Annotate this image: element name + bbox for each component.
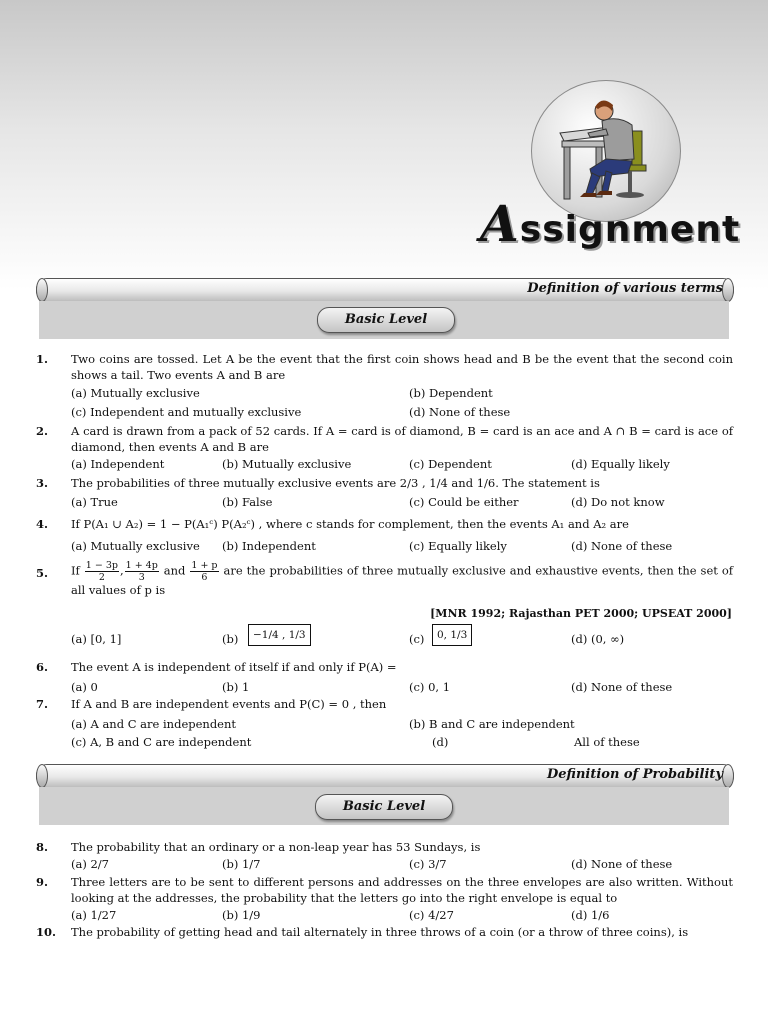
option: (c) 4/27 xyxy=(409,908,454,922)
question-stem: The probabilities of three mutually exclusive events are 2/3 , 1/4 and 1/6. The statement is xyxy=(71,476,600,490)
option: (b) B and C are independent xyxy=(409,717,575,731)
question-stem: If P(A₁ ∪ A₂) = 1 − P(A₁ᶜ) P(A₂ᶜ) , where c stands for complement, then the events A₁ and A₂ are xyxy=(71,517,629,531)
option: (b) Independent xyxy=(222,539,316,553)
text: 2. xyxy=(36,424,49,438)
page-title xyxy=(480,194,740,253)
option-label: (c) xyxy=(409,632,425,646)
question-stem: The event A is independent of itself if and only if P(A) = xyxy=(71,660,397,674)
option: (d) (0, ∞) xyxy=(571,632,625,646)
question-stem: If $\frac{1 - 3p}{2}$ , $\frac{1 + 4p}{3}$ and $\frac{1 + p}{6}$ are the probabilities of three mutually exclusive and exhaustive events, then the set of all values of p is xyxy=(71,560,734,597)
option: (b) Mutually exclusive xyxy=(222,457,352,471)
title-initial: A xyxy=(480,194,520,253)
option: (d) 1/6 xyxy=(571,908,610,922)
text: 3 xyxy=(138,572,145,583)
section-header-scroll xyxy=(36,278,734,302)
option: (b) False xyxy=(222,495,273,509)
option: (a) 0 xyxy=(71,680,98,694)
option: (d) None of these xyxy=(409,405,511,419)
option: (a) [0, 1] xyxy=(71,632,122,646)
text: 8. xyxy=(36,840,49,854)
text: 4. xyxy=(36,517,49,531)
option: (c) 3/7 xyxy=(409,857,447,871)
option: All of these xyxy=(574,735,640,749)
text: 1 + p xyxy=(191,560,218,571)
text: 1. xyxy=(36,352,49,366)
question-stem: The probability that an ordinary or a non-leap year has 53 Sundays, is xyxy=(71,840,481,854)
option: (a) Independent xyxy=(71,457,165,471)
option: (d) None of these xyxy=(571,680,673,694)
option: (c) Dependent xyxy=(409,457,492,471)
option: (b) 1/9 xyxy=(222,908,261,922)
fraction xyxy=(85,560,119,583)
interval-option: −1/4 , 1/3 xyxy=(248,624,311,646)
text: 10. xyxy=(36,925,57,939)
text: 1 − 3p xyxy=(85,560,118,571)
section-title: Definition of various terms xyxy=(527,281,723,296)
option: (d) None of these xyxy=(571,539,673,553)
option: (a) 1/27 xyxy=(71,908,117,922)
text: 3. xyxy=(36,476,49,490)
option: (c) 0, 1 xyxy=(409,680,451,694)
option: (b) 1 xyxy=(222,680,250,694)
option: (d) None of these xyxy=(571,857,673,871)
question-stem: A card is drawn from a pack of 52 cards. If A = card is of diamond, B = card is an ace and A ∩ B = card is ace of diamond, then events A and B are xyxy=(71,424,733,454)
text: 9. xyxy=(36,875,49,889)
section-header-scroll xyxy=(36,764,734,788)
title-rest: ssignment xyxy=(519,209,741,250)
text: 7. xyxy=(36,697,49,711)
option: (c) Could be either xyxy=(409,495,519,509)
option: (d) Do not know xyxy=(571,495,665,509)
option: (a) Mutually exclusive xyxy=(71,539,200,553)
option: (c) Independent and mutually exclusive xyxy=(71,405,302,419)
text: 6 xyxy=(201,572,208,583)
question-stem: If A and B are independent events and P(C) = 0 , then xyxy=(71,697,387,711)
option: (a) 2/7 xyxy=(71,857,109,871)
option-label: (b) xyxy=(222,632,239,646)
text: 5. xyxy=(36,566,49,580)
question-stem: Three letters are to be sent to different persons and addresses on the three envelopes are also written. Without looking at the addresses, the probability that the letters go into the right envelope is equal to xyxy=(71,875,733,905)
section-title: Definition of Probability xyxy=(546,767,723,782)
source-citation: [MNR 1992; Rajasthan PET 2000; UPSEAT 2000] xyxy=(430,607,732,620)
question-stem: Two coins are tossed. Let A be the event that the first coin shows head and B be the event that the second coin shows a tail. Two events A and B are xyxy=(71,352,733,382)
level-badge: Basic Level xyxy=(317,307,455,333)
option: (d) Equally likely xyxy=(571,457,670,471)
text: 6. xyxy=(36,660,49,674)
option: (b) Dependent xyxy=(409,386,493,400)
option: (a) A and C are independent xyxy=(71,717,237,731)
option: (c) Equally likely xyxy=(409,539,507,553)
option: (a) True xyxy=(71,495,118,509)
text: 2 xyxy=(98,572,105,583)
option: (b) 1/7 xyxy=(222,857,261,871)
question-stem: The probability of getting head and tail alternately in three throws of a coin (or a throw of three coins), is xyxy=(71,925,689,939)
fraction xyxy=(190,560,218,583)
option: (a) Mutually exclusive xyxy=(71,386,200,400)
option-label: (d) xyxy=(432,735,449,749)
option: (c) A, B and C are independent xyxy=(71,735,252,749)
interval-option: 0, 1/3 xyxy=(432,624,472,646)
fraction xyxy=(125,560,159,583)
level-badge: Basic Level xyxy=(315,794,453,820)
text: 1 + 4p xyxy=(125,560,158,571)
